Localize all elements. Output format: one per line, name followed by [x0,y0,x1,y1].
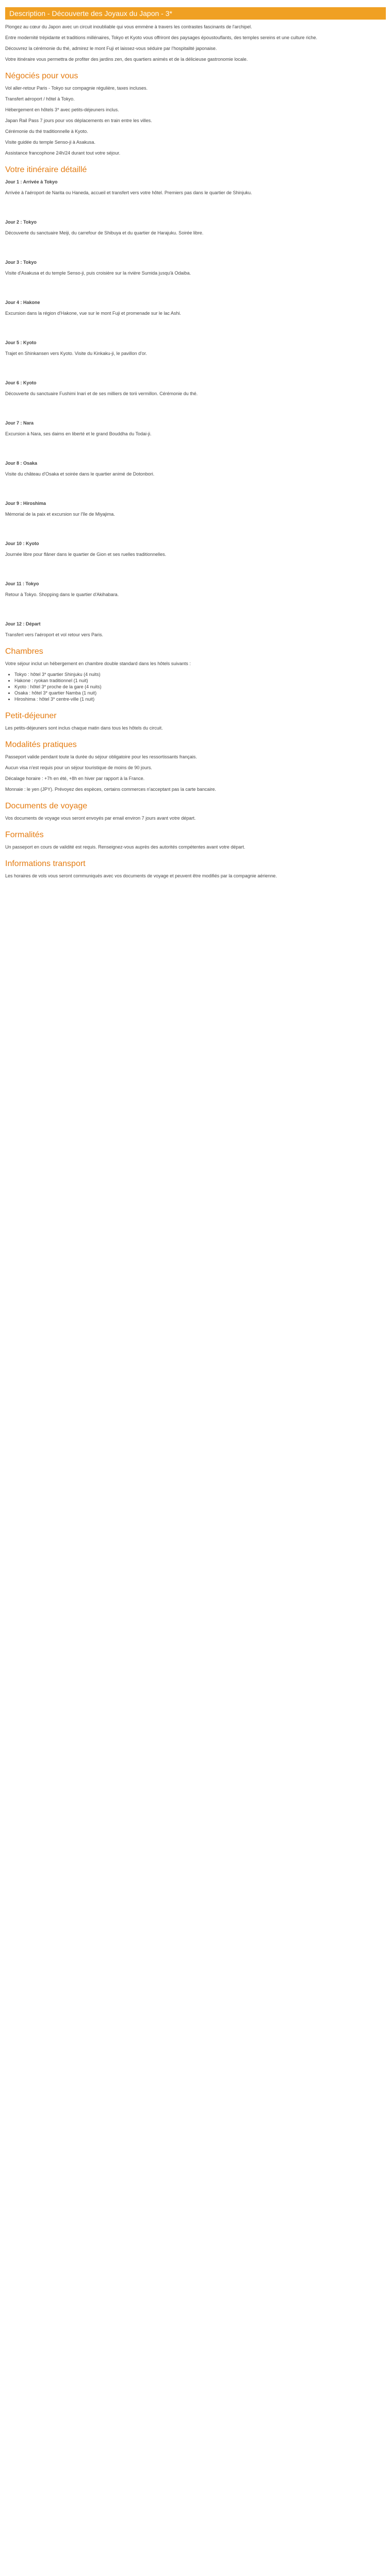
documents-title: Documents de voyage [5,802,88,810]
list-item: • Hiroshima : hôtel 3* centre-ville (1 nuit) [14,696,386,702]
itineraire-section [5,179,386,638]
modalites-text: Décalage horaire : +7h en été, +8h en hiver par rapport à la France. [5,776,145,781]
modalites-title: Modalités pratiques [5,740,77,749]
intro-text: Entre modernité trépidante et traditions millénaires, Tokyo et Kyoto vous offriront des paysages époustouflants, des temples sereins et une culture riche. [5,35,317,40]
itineraire-title: Votre itinéraire détaillé [5,165,87,174]
negocie-text: Hébergement en hôtels 3* avec petits-déjeuners inclus. [5,107,119,112]
negocie-section [5,85,386,156]
page-title-banner [5,7,386,20]
negocie-text: Japan Rail Pass 7 jours pour vos déplacements en train entre les villes. [5,118,152,123]
page [0,0,391,879]
negocie-text: Cérémonie du thé traditionnelle à Kyoto. [5,129,88,134]
day-text: Découverte du sanctuaire Meiji, du carrefour de Shibuya et du quartier de Harajuku. Soirée libre. [5,230,204,235]
day-text: Excursion à Nara, ses daims en liberté et le grand Bouddha du Todai-ji. [5,431,152,436]
informations-text: Les horaires de vols vous seront communiqués avec vos documents de voyage et peuvent être modifiés par la compagnie aérienne. [5,873,277,878]
documents-text: Vos documents de voyage vous seront envoyés par email environ 7 jours avant votre départ. [5,816,196,821]
day-label: Jour 7 : Nara [5,420,34,426]
intro-text: Votre itinéraire vous permettra de profiter des jardins zen, des quartiers animés et de la délicieuse gastronomie locale. [5,57,248,62]
intro-text: Découvrez la cérémonie du thé, admirez le mont Fuji et laissez-vous séduire par l'hospitalité japonaise. [5,46,217,51]
formalites-text: Un passeport en cours de validité est requis. Renseignez-vous auprès des autorités compétentes avant votre départ. [5,844,246,850]
chambres-title: Chambres [5,647,43,656]
petitdej-text: Les petits-déjeuners sont inclus chaque matin dans tous les hôtels du circuit. [5,725,163,731]
day-label: Jour 6 : Kyoto [5,380,37,385]
day-label: Jour 12 : Départ [5,621,41,626]
list-item: • Kyoto : hôtel 3* proche de la gare (4 nuits) [14,684,386,690]
chambres-list [14,671,386,702]
day-text: Visite du château d'Osaka et soirée dans le quartier animé de Dotonbori. [5,471,155,477]
modalites-text: Monnaie : le yen (JPY). Prévoyez des espèces, certains commerces n'acceptant pas la carte bancaire. [5,787,216,792]
day-label: Jour 9 : Hiroshima [5,501,46,506]
day-text: Mémorial de la paix et excursion sur l'île de Miyajima. [5,512,115,517]
list-item: • Hakone : ryokan traditionnel (1 nuit) [14,677,386,684]
day-text: Arrivée à l'aéroport de Narita ou Haneda, accueil et transfert vers votre hôtel. Premiers pas dans le quartier de Shinjuku. [5,190,252,195]
petitdej-title: Petit-déjeuner [5,711,57,720]
day-label: Jour 1 : Arrivée à Tokyo [5,179,58,184]
list-item: • Tokyo : hôtel 3* quartier Shinjuku (4 nuits) [14,671,386,677]
day-text: Transfert vers l'aéroport et vol retour vers Paris. [5,632,103,637]
modalites-section [5,754,386,792]
informations-title: Informations transport [5,859,86,868]
negocie-text: Assistance francophone 24h/24 durant tout votre séjour. [5,150,121,156]
intro-section [5,24,386,62]
day-label: Jour 3 : Tokyo [5,260,37,265]
day-label: Jour 8 : Osaka [5,461,38,466]
negocie-text: Visite guidée du temple Senso-ji à Asakusa. [5,140,95,145]
chambres-section [5,660,386,702]
negocie-text: Transfert aéroport / hôtel à Tokyo. [5,96,75,101]
day-text: Découverte du sanctuaire Fushimi Inari et de ses milliers de torii vermillon. Cérémonie du thé. [5,391,198,396]
day-text: Visite d'Asakusa et du temple Senso-ji, puis croisière sur la rivière Sumida jusqu'à Odaiba. [5,270,191,276]
day-label: Jour 11 : Tokyo [5,581,39,586]
day-label: Jour 4 : Hakone [5,300,40,305]
chambres-intro: Votre séjour inclut un hébergement en chambre double standard dans les hôtels suivants : [5,661,191,666]
list-item: • Osaka : hôtel 3* quartier Namba (1 nuit) [14,690,386,696]
day-text: Trajet en Shinkansen vers Kyoto. Visite du Kinkaku-ji, le pavillon d'or. [5,351,147,356]
page-title: Description - Découverte des Joyaux du Japon - 3* [9,9,172,18]
day-label: Jour 5 : Kyoto [5,340,37,345]
formalites-title: Formalités [5,831,44,839]
day-text: Excursion dans la région d'Hakone, vue sur le mont Fuji et promenade sur le lac Ashi. [5,311,181,316]
day-label: Jour 10 : Kyoto [5,541,39,546]
negocie-title: Négociés pour vous [5,72,78,80]
day-text: Retour à Tokyo. Shopping dans le quartier d'Akihabara. [5,592,119,597]
negocie-text: Vol aller-retour Paris - Tokyo sur compagnie régulière, taxes incluses. [5,86,148,91]
intro-text: Plongez au cœur du Japon avec un circuit inoubliable qui vous emmène à travers les contrastes fascinants de l'archipel. [5,24,252,29]
day-label: Jour 2 : Tokyo [5,219,37,225]
day-text: Journée libre pour flâner dans le quartier de Gion et ses ruelles traditionnelles. [5,552,167,557]
modalites-text: Aucun visa n'est requis pour un séjour touristique de moins de 90 jours. [5,765,152,770]
modalites-text: Passeport valide pendant toute la durée du séjour obligatoire pour les ressortissants français. [5,754,197,759]
